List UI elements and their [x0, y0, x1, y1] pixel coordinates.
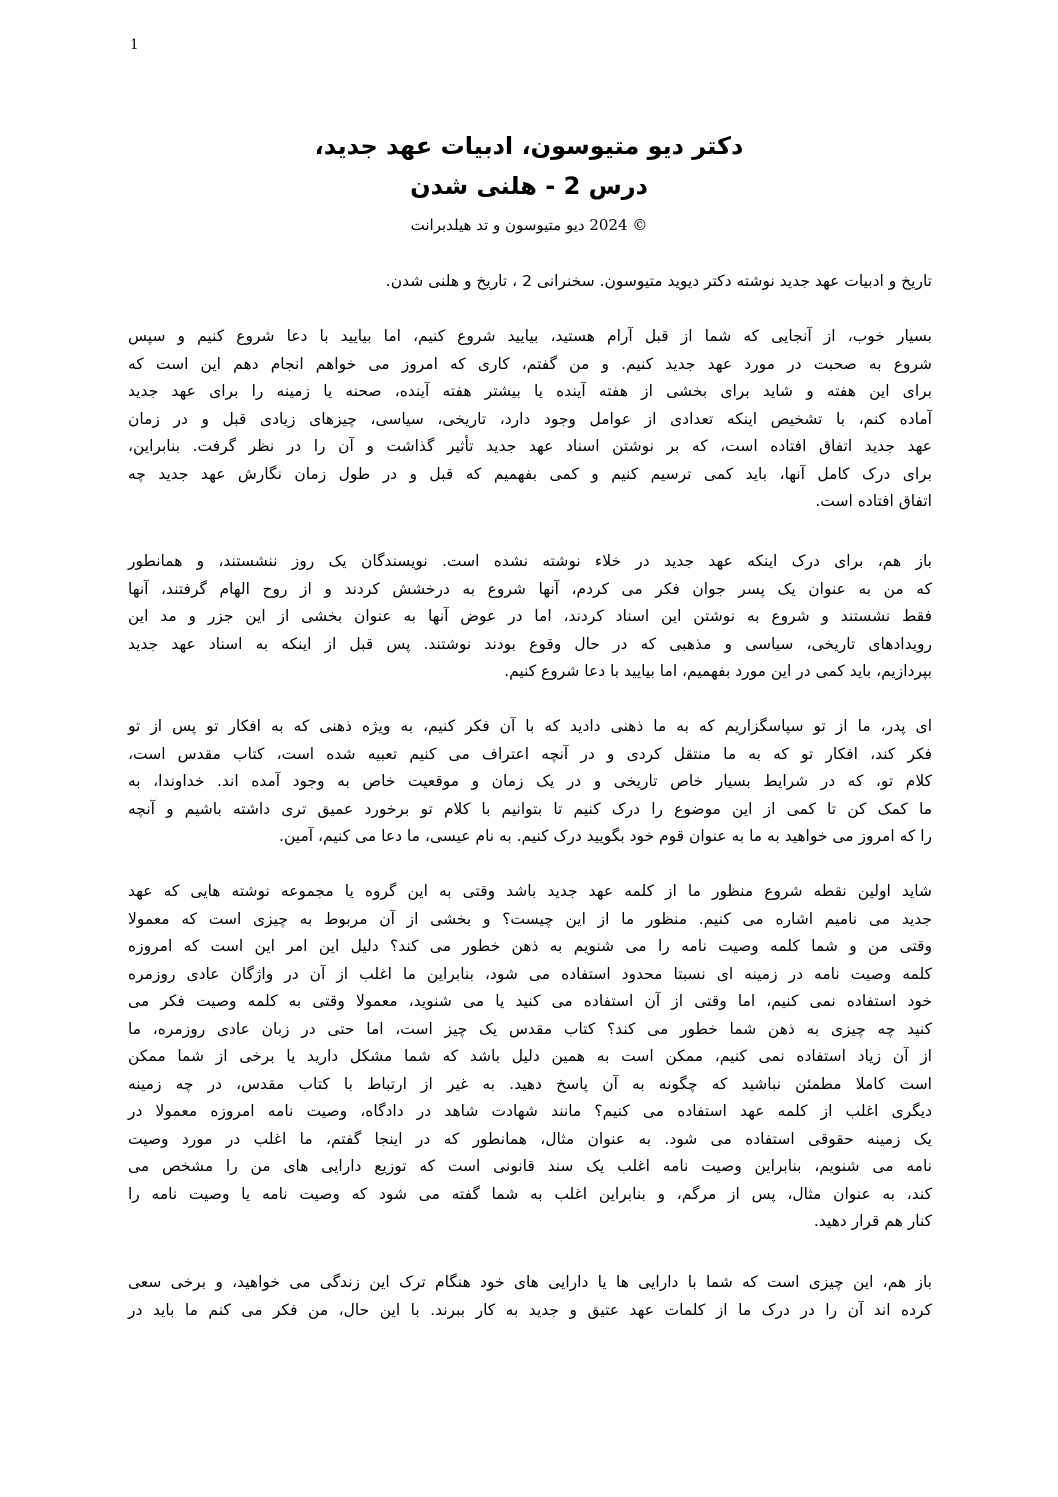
paragraph: [128, 713, 932, 851]
text-line: رویدادهای تاریخی، سیاسی و مذهبی که در حال وقوع بودند نوشتند. پس قبل از اینکه به اسناد عهد جدید: [128, 634, 932, 653]
text-line: تاریخ و ادبیات عهد جدید نوشته دکتر دیوید متیوسون. سخنرانی 2 ، تاریخ و هلنی شدن.: [385, 272, 932, 290]
text-line: فقط نشستند و شروع به نوشتن این اسناد کردند، اما در عوض آنها به عنوان بخشی از این جزر و مد این: [128, 607, 932, 625]
paragraph: [128, 878, 932, 1236]
text-line: فکر کند، افکار تو که به ما منتقل کردی و در آنچه اعتراف می کنیم تعبیه شده است، کتاب مقدس است،: [128, 744, 932, 763]
text-line: آماده کنم، با تشخیص اینکه تعدادی از عوامل وجود دارد، تاریخی، سیاسی، چیزهای زیادی قبل و در زمان: [128, 409, 932, 428]
text-line: عهد جدید اتفاق افتاده است، که بر نوشتن اسناد عهد جدید تأثیر گذاشت و آن را در نظر گرفت. بنابراین،: [128, 437, 932, 455]
text-line: کلمه وصیت نامه در زمینه ای نسبتا محدود استفاده می شود، بنابراین ما اغلب از آن در واژگان عادی روزمره: [128, 964, 932, 983]
text-line: کنید چه چیزی به ذهن شما خطور می کند؟ کتاب مقدس یک چیز است، اما حتی در زبان عادی روزمره، ما: [128, 1019, 932, 1038]
text-line: شروع به صحبت در مورد عهد جدید کنیم. و من گفتم، کاری که امروز می خواهم انجام دهم این است که: [128, 354, 932, 373]
text-line: باز هم، برای درک اینکه عهد جدید در خلاء نوشته نشده است. نویسندگان یک روز ننشستند، و همانطور: [128, 552, 932, 570]
text-line: جدید می نامیم اشاره می کنیم. منظور ما از این چیست؟ و بخشی از آن مربوط به چیزی است که معمولا: [128, 909, 932, 928]
text-line: برای این هفته و شاید برای بخشی از هفته آینده یا بیشتر هفته آینده، صحنه یا زمینه را برای عهد جدید: [128, 382, 932, 400]
text-line: است کاملا مطمئن نباشید که چگونه به آن پاسخ دهید. به غیر از ارتباط با کتاب مقدس، در چه زمینه: [128, 1074, 932, 1093]
text-line: برای درک کامل آنها، باید کمی ترسیم کنیم و کمی بفهمیم که قبل و در طول زمان نگارش عهد جدید چه: [128, 464, 932, 483]
title-line-1: دکتر دیو متیوسون، ادبیات عهد جدید،: [314, 132, 744, 160]
text-line: اتفاق افتاده است.: [815, 492, 932, 510]
copyright-line: © 2024 دیو متیوسون و تد هیلدبرانت: [410, 216, 648, 234]
paragraph: [128, 323, 932, 516]
text-line: شاید اولین نقطه شروع منظور ما از کلمه عهد جدید باشد وقتی به این گروه یا مجموعه نوشته هایی که عهد: [128, 882, 932, 900]
title-line-2: درس 2 - هلنی شدن: [410, 172, 648, 200]
text-line: را که امروز می خواهید به ما به عنوان قوم خود بگویید درک کنیم. به نام عیسی، ما دعا می کنیم، آمین.: [279, 827, 932, 845]
text-line: کلام تو، که در شرایط بسیار خاص تاریخی و در یک زمان و موقعیت خاص به وجود آمده اند. خداوندا، به: [128, 772, 932, 790]
paragraph: [128, 548, 932, 686]
text-line: خود استفاده نمی کنیم، اما وقتی از آن استفاده می کنید یا می شنوید، معمولا وقتی به کلمه وصیت فکر می: [128, 992, 932, 1010]
text-line: وقتی من و شما کلمه وصیت نامه را می شنویم به ذهن خطور می کند؟ دلیل این امر این است که امروزه: [128, 937, 932, 955]
text-line: کرده اند آن را در درک ما از کلمات عهد عتیق و جدید به کار ببرند. با این حال، من فکر می کنم ما باید در: [128, 1300, 932, 1319]
paragraph: [128, 1269, 932, 1324]
text-line: کنار هم قرار دهید.: [813, 1212, 932, 1230]
text-line: بپردازیم، باید کمی در این مورد بفهمیم، اما بیایید با دعا شروع کنیم.: [504, 662, 932, 680]
text-line: ای پدر، ما از تو سپاسگزاریم که به ما ذهنی دادید که با آن فکر کنیم، به ویژه ذهنی که به افکار تو پس از تو: [128, 717, 932, 735]
text-line: کند، به عنوان مثال، پس از مرگم، و بنابراین اغلب به شما گفته می شود که وصیت نامه یا وصیت نامه را: [128, 1184, 932, 1203]
text-line: بسیار خوب، از آنجایی که شما از قبل آرام هستید، بیایید شروع کنیم، اما بیایید با دعا شروع کنیم و سپس: [128, 327, 932, 345]
text-line: که من به عنوان یک پسر جوان فکر می کردم، آنها شروع به درخشش کردند و از روح الهام گرفتند، آنها: [128, 579, 932, 598]
text-line: از آن زیاد استفاده نمی کنیم، ممکن است به همین دلیل باشد که شما مشکل دارید یا برخی از شما ممکن: [128, 1047, 932, 1065]
text-line: نامه می شنویم، بنابراین وصیت نامه اغلب یک سند قانونی است که توزیع دارایی های من را مشخص می: [128, 1157, 932, 1175]
text-line: دیگری اغلب از کلمه عهد استفاده می کنیم؟ مانند شهادت شاهد در دادگاه، وصیت نامه امروزه معمولا در: [128, 1102, 932, 1120]
text-line: باز هم، این چیزی است که شما با دارایی ها یا دارایی های خود هنگام ترک این زندگی می خواهید، و برخی سعی: [128, 1273, 932, 1291]
paragraph: [128, 268, 932, 296]
text-line: ما کمک کن تا کمی از این موضوع را درک کنیم تا بتوانیم با کلام تو برخورد عمیق تری داشته باشیم و آنچه: [128, 799, 932, 818]
page-number: 1: [130, 36, 138, 53]
text-line: یک زمینه حقوقی استفاده می شود. به عنوان مثال، همانطور که در اینجا گفتم، ما اغلب در مورد وصیت: [128, 1129, 932, 1148]
